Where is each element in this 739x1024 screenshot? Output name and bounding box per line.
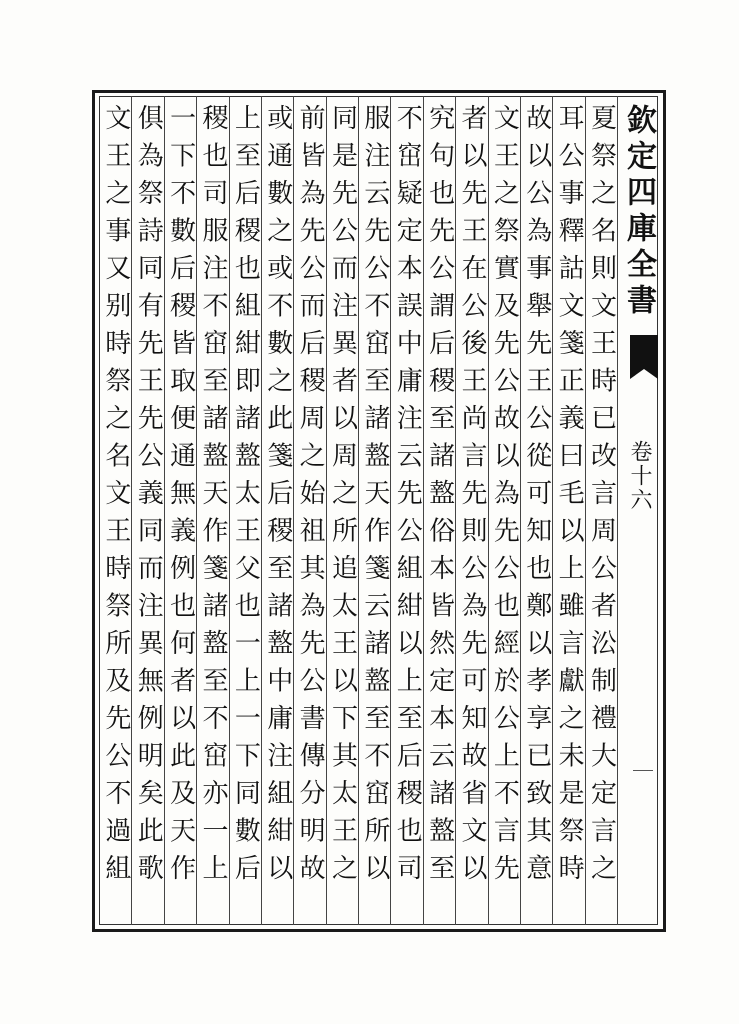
text-column: 服注云先公不窋至諸盩天作箋云諸盩至不窋所以 bbox=[359, 104, 390, 892]
text-column: 或通數之或不數之此箋后稷至諸盩中庸注組紺以 bbox=[262, 104, 293, 892]
text-column: 耳公事釋詁文箋正義曰毛以上雖言獻之未是祭時 bbox=[554, 104, 585, 892]
text-column: 夏祭之名則文王時已改言周公者㳂制禮大定言之 bbox=[586, 104, 617, 892]
text-column: 上至后稷也組紺即諸盩太王父也一上一下同數后 bbox=[230, 104, 261, 892]
page-mark bbox=[633, 770, 653, 821]
text-column: 同是先公而注異者以周之所追太王以下其太王之 bbox=[327, 104, 358, 892]
text-column: 一下不數后稷皆取便通無義例也何者以此及天作 bbox=[165, 104, 196, 892]
text-column: 不窋疑定本誤中庸注云先公組紺以上至后稷也司 bbox=[392, 104, 423, 892]
column-rule bbox=[617, 96, 618, 925]
book-title: 欽定四庫全書 bbox=[621, 104, 656, 320]
text-column: 文王之祭實及先公故以為先公也經於公上不言先 bbox=[489, 104, 520, 892]
fish-tail-mark bbox=[630, 335, 658, 369]
text-column: 究句也先公謂后稷至諸盩俗本皆然定本云諸盩至 bbox=[424, 104, 455, 892]
text-column: 文王之事又别時祭之名文王時祭所及先公不過組 bbox=[100, 104, 131, 892]
text-column: 前皆為先公而后稷周之始祖其為先公書傳分明故 bbox=[295, 104, 326, 892]
juan-label: 卷十六 bbox=[627, 440, 652, 512]
text-column: 者以先王在公後王尚言先則公為先可知故省文以 bbox=[457, 104, 487, 892]
text-column: 故以公為事舉先王公從可知也鄭以孝享已致其意 bbox=[521, 104, 552, 892]
text-column: 俱為祭詩同有先王先公義同而注異無例明矣此歌 bbox=[133, 104, 164, 892]
text-column: 稷也司服注不窋至諸盩天作箋諸盩至不窋亦一上 bbox=[198, 104, 228, 892]
